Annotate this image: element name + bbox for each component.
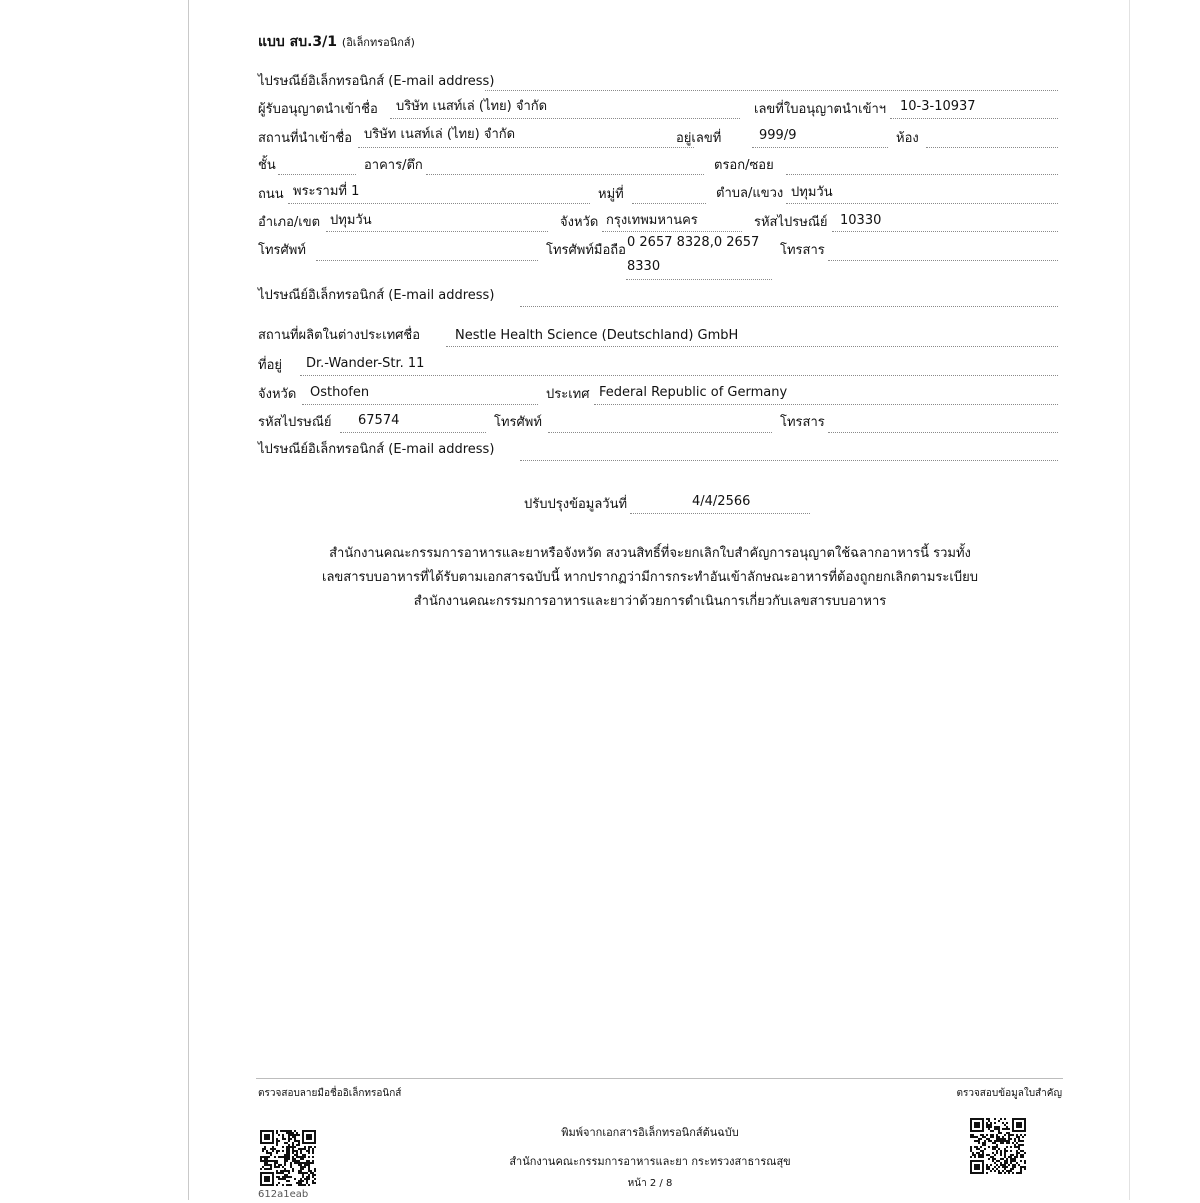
postcode-field — [832, 231, 1058, 232]
mobile-line-1: 0 2657 8328,0 2657 — [627, 235, 760, 250]
updated-date: 4/4/2566 — [692, 494, 751, 509]
subdistrict-field — [786, 203, 1058, 204]
mobile-field — [626, 279, 772, 280]
licensee-name: บริษัท เนสท์เล่ (ไทย) จำกัด — [396, 99, 548, 114]
import-place-field — [358, 147, 694, 148]
road: พระรามที่ 1 — [293, 184, 360, 199]
fax-field — [828, 260, 1058, 261]
district-label: อำเภอ/เขต — [258, 215, 321, 230]
manufacturer-name-field — [446, 346, 1058, 347]
address-no-label: อยู่เลขที่ — [676, 131, 722, 146]
moo-label: หมู่ที่ — [598, 187, 624, 202]
email-field-top — [485, 90, 1058, 91]
soi-label: ตรอก/ซอย — [714, 158, 774, 173]
manufacturer-country-label: ประเทศ — [546, 387, 590, 402]
form-subtitle: (อิเล็กทรอนิกส์) — [341, 36, 415, 49]
printed-from-text: พิมพ์จากเอกสารอิเล็กทรอนิกส์ต้นฉบับ — [561, 1126, 739, 1139]
notice-line-1: สำนักงานคณะกรรมการอาหารและยาหรือจังหวัด สงวนสิทธิ์ที่จะยกเลิกใบสำคัญการอนุญาตใช้ฉลากอาหารนี้ รวมทั้ง — [329, 546, 971, 561]
address-no-field — [752, 147, 888, 148]
form-title — [258, 34, 415, 51]
email-label-top: ไปรษณีย์อิเล็กทรอนิกส์ (E-mail address) — [258, 74, 495, 89]
licensee-name-label: ผู้รับอนุญาตนำเข้าชื่อ — [258, 102, 378, 117]
signature-code: 612a1eab — [258, 1189, 309, 1200]
floor-label: ชั้น — [258, 158, 276, 173]
import-place-label: สถานที่นำเข้าชื่อ — [258, 131, 353, 146]
district-field — [326, 231, 548, 232]
verify-signature-label: ตรวจสอบลายมือชื่ออิเล็กทรอนิกส์ — [258, 1088, 402, 1099]
manufacturer-postcode-field — [340, 432, 486, 433]
road-field — [288, 203, 590, 204]
manufacturer-address: Dr.-Wander-Str. 11 — [306, 356, 425, 371]
manufacturer-province-label: จังหวัด — [258, 387, 297, 402]
licensee-email-field — [520, 306, 1058, 307]
phone-field — [316, 260, 538, 261]
license-no-field — [890, 118, 1058, 119]
building-field — [426, 174, 704, 175]
footer-divider — [256, 1078, 1063, 1079]
phone-label: โทรศัพท์ — [258, 243, 306, 258]
notice-paragraph — [300, 542, 1000, 614]
manufacturer-province: Osthofen — [310, 385, 370, 400]
room-label: ห้อง — [896, 131, 919, 146]
manufacturer-address-field — [300, 375, 1058, 376]
fax-label: โทรสาร — [780, 243, 825, 258]
mobile-label: โทรศัพท์มือถือ — [546, 243, 626, 258]
agency-text: สำนักงานคณะกรรมการอาหารและยา กระทรวงสาธารณสุข — [509, 1155, 791, 1168]
address-no: 999/9 — [759, 128, 797, 143]
province: กรุงเทพมหานคร — [606, 213, 698, 228]
province-label: จังหวัด — [560, 215, 599, 230]
page-number — [440, 1176, 860, 1191]
licensee-email-label: ไปรษณีย์อิเล็กทรอนิกส์ (E-mail address) — [258, 288, 495, 303]
licensee-name-field — [390, 118, 740, 119]
mobile-line-2: 8330 — [627, 259, 661, 274]
manufacturer-phone-label: โทรศัพท์ — [494, 415, 542, 430]
import-place: บริษัท เนสท์เล่ (ไทย) จำกัด — [364, 127, 516, 142]
manufacturer-fax-field — [828, 432, 1058, 433]
manufacturer-postcode: 67574 — [358, 413, 400, 428]
district: ปทุมวัน — [330, 213, 372, 228]
manufacturer-name-label: สถานที่ผลิตในต่างประเทศชื่อ — [258, 328, 421, 343]
verify-document-label: ตรวจสอบข้อมูลใบสำคัญ — [956, 1088, 1062, 1099]
license-no: 10-3-10937 — [900, 99, 976, 114]
floor-field — [278, 174, 356, 175]
manufacturer-country: Federal Republic of Germany — [599, 385, 788, 400]
notice-line-2: เลขสารบบอาหารที่ได้รับตามเอกสารฉบับนี้ หากปรากฏว่ามีการกระทำอันเข้าลักษณะอาหารที่ต้องถูกยกเลิกตามระเบียบ — [322, 570, 978, 585]
postcode: 10330 — [840, 213, 882, 228]
subdistrict-label: ตำบล/แขวง — [716, 186, 784, 201]
subdistrict: ปทุมวัน — [791, 185, 833, 200]
room-field — [926, 147, 1058, 148]
moo-field — [632, 203, 706, 204]
signature-qr-code-icon[interactable] — [260, 1130, 316, 1186]
building-label: อาคาร/ตึก — [364, 158, 423, 173]
page-value: 2 / 8 — [649, 1178, 673, 1189]
soi-field — [786, 174, 1058, 175]
manufacturer-fax-label: โทรสาร — [780, 415, 825, 430]
document-qr-code-icon[interactable] — [970, 1118, 1026, 1174]
form-code: แบบ สบ.3/1 — [258, 34, 338, 50]
manufacturer-country-field — [594, 404, 1058, 405]
notice-line-3: สำนักงานคณะกรรมการอาหารและยาว่าด้วยการดำเนินการเกี่ยวกับเลขสารบบอาหาร — [413, 594, 887, 609]
updated-date-field — [630, 513, 810, 514]
manufacturer-address-label: ที่อยู่ — [258, 358, 282, 373]
postcode-label: รหัสไปรษณีย์ — [754, 215, 828, 230]
province-field — [602, 231, 742, 232]
updated-label: ปรับปรุงข้อมูลวันที่ — [524, 497, 628, 512]
manufacturer-province-field — [302, 404, 538, 405]
manufacturer-name: Nestle Health Science (Deutschland) GmbH — [455, 328, 739, 343]
road-label: ถนน — [258, 187, 284, 202]
page-label: หน้า — [627, 1178, 647, 1189]
manufacturer-email-label: ไปรษณีย์อิเล็กทรอนิกส์ (E-mail address) — [258, 442, 495, 457]
license-no-label: เลขที่ใบอนุญาตนำเข้าฯ — [754, 102, 887, 117]
manufacturer-postcode-label: รหัสไปรษณีย์ — [258, 415, 332, 430]
manufacturer-phone-field — [548, 432, 772, 433]
manufacturer-email-field — [520, 460, 1058, 461]
